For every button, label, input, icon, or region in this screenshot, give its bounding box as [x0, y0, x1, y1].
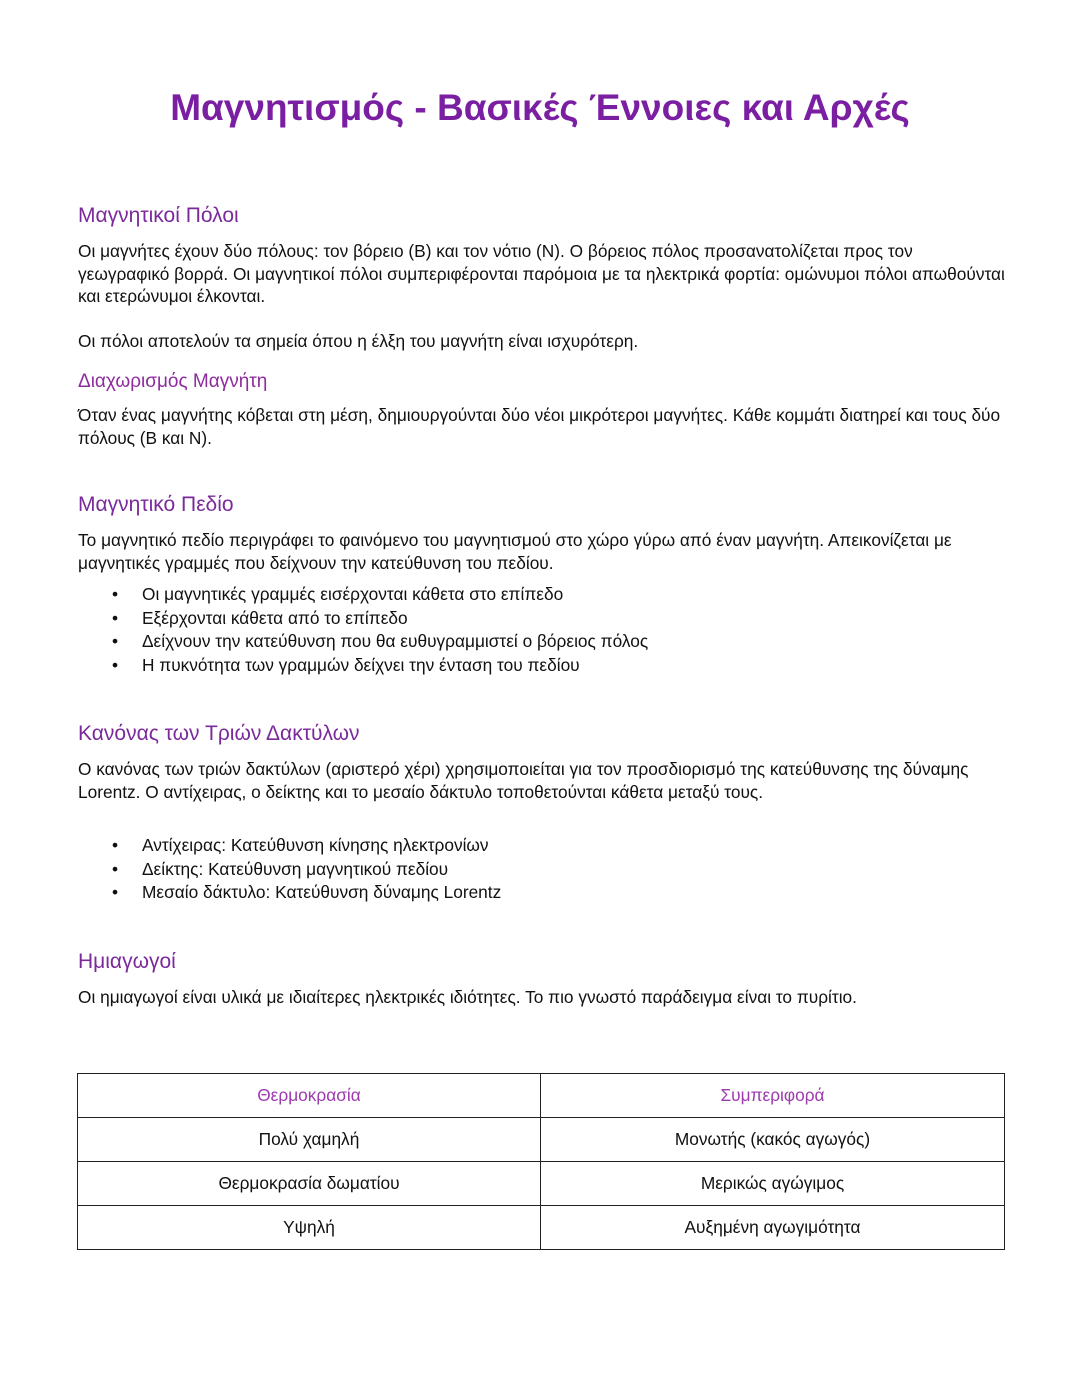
table-cell: Πολύ χαμηλή — [78, 1118, 541, 1162]
table-cell: Θερμοκρασία δωματίου — [78, 1162, 541, 1206]
section-heading-magnetic-field: Μαγνητικό Πεδίο — [78, 493, 234, 516]
table-row — [78, 1162, 1005, 1206]
bullet-icon: • — [112, 607, 119, 628]
list-item: • Αντίχειρας: Κατεύθυνση κίνησης ηλεκτρονίων — [78, 834, 958, 858]
bullet-icon: • — [112, 858, 119, 879]
list-item: • Δείκτης: Κατεύθυνση μαγνητικού πεδίου — [78, 858, 958, 882]
section-heading-three-finger-rule: Κανόνας των Τριών Δακτύλων — [78, 722, 360, 745]
section-heading-magnetic-poles: Μαγνητικοί Πόλοι — [78, 204, 239, 227]
section-heading-semiconductors: Ημιαγωγοί — [78, 950, 176, 973]
table-header-behavior: Συμπεριφορά — [541, 1074, 1005, 1118]
paragraph-semiconductors: Οι ημιαγωγοί είναι υλικά με ιδιαίτερες ηλεκτρικές ιδιότητες. Το πιο γνωστό παράδειγμα είναι το πυρίτιο. — [78, 987, 857, 1007]
semiconductor-behavior-table — [77, 1073, 1005, 1250]
list-item: • Δείχνουν την κατεύθυνση που θα ευθυγραμμιστεί ο βόρειος πόλος — [78, 630, 958, 654]
bullet-icon: • — [112, 631, 119, 651]
bullet-list-three-finger-rule — [78, 834, 958, 905]
table-cell: Αυξημένη αγωγιμότητα — [541, 1206, 1005, 1250]
paragraph-three-finger-rule: Ο κανόνας των τριών δακτύλων (αριστερό χέρι) χρησιμοποιείται για τον προσδιορισμό της κατεύθυνσης της δύναμης Lorentz. Ο αντίχειρας, ο δείκτης και το μεσαίο δάκτυλο τοποθετούνται κάθετα μεταξύ τους. — [78, 759, 969, 802]
table-header-row — [78, 1074, 1005, 1118]
paragraph-magnet-split: Όταν ένας μαγνήτης κόβεται στη μέση, δημιουργούνται δύο νέοι μικρότεροι μαγνήτες. Κάθε κομμάτι διατηρεί και τους δύο πόλους (Β και Ν). — [78, 405, 1001, 448]
subsection-heading-magnet-split: Διαχωρισμός Μαγνήτη — [78, 371, 268, 392]
list-item: • Εξέρχονται κάθετα από το επίπεδο — [78, 607, 958, 631]
paragraph-magnetic-field: Το μαγνητικό πεδίο περιγράφει το φαινόμενο του μαγνητισμού στο χώρο γύρω από έναν μαγνήτη. Απεικονίζεται με μαγνητικές γραμμές που δείχνουν την κατεύθυνση του πεδίου. — [78, 530, 952, 573]
paragraph-magnetic-poles-intro: Οι μαγνήτες έχουν δύο πόλους: τον βόρειο (Β) και τον νότιο (Ν). Ο βόρειος πόλος προσανατολίζεται προς τον γεωγραφικό βορρά. Οι μαγνητικοί πόλοι συμπεριφέρονται παρόμοια με τα ηλεκτρικά φορτία: ομώνυμοι πόλοι απωθούνται και ετερώνυμοι έλκονται. — [78, 241, 1005, 306]
list-item: • Μεσαίο δάκτυλο: Κατεύθυνση δύναμης Lorentz — [78, 881, 958, 905]
table-cell: Μερικώς αγώγιμος — [541, 1162, 1005, 1206]
table-row — [78, 1118, 1005, 1162]
page-title: Μαγνητισμός - Βασικές Έννοιες και Αρχές — [170, 87, 910, 128]
bullet-icon: • — [112, 882, 119, 902]
table-cell: Μονωτής (κακός αγωγός) — [541, 1118, 1005, 1162]
bullet-icon: • — [112, 654, 119, 675]
bullet-list-magnetic-field — [78, 583, 958, 677]
bullet-icon: • — [112, 835, 119, 855]
table-row — [78, 1206, 1005, 1250]
list-item: • Οι μαγνητικές γραμμές εισέρχονται κάθετα στο επίπεδο — [78, 583, 958, 607]
bullet-icon: • — [112, 584, 119, 604]
table-cell: Υψηλή — [78, 1206, 541, 1250]
paragraph-magnetic-poles-strength: Οι πόλοι αποτελούν τα σημεία όπου η έλξη του μαγνήτη είναι ισχυρότερη. — [78, 331, 639, 351]
list-item: • Η πυκνότητα των γραμμών δείχνει την ένταση του πεδίου — [78, 654, 958, 678]
table-header-temperature: Θερμοκρασία — [78, 1074, 541, 1118]
